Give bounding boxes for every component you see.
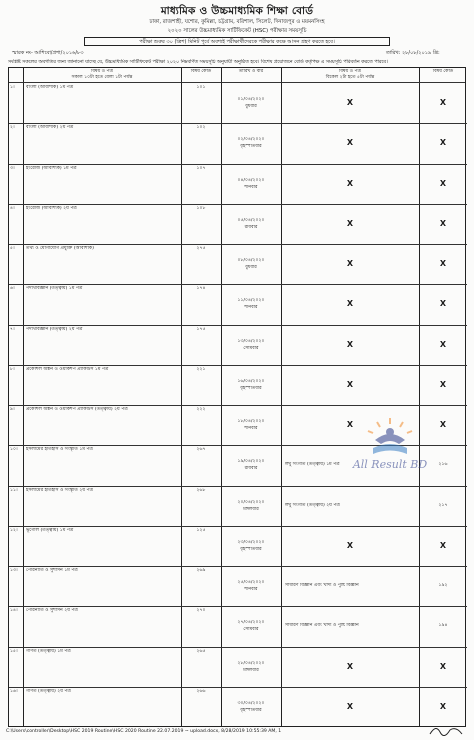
memo-date: তারিখ: ২৮/০৮/২০১৯ খ্রি: (386, 50, 440, 56)
exam-day: শনিবার (244, 184, 258, 190)
morning-subject: প্রকৌশল অঙ্কন ও ওয়ার্কশপ প্র্যাকটিস (তত্ত্বীয়) ২য় পত্র (26, 407, 128, 412)
header-date: তারিখ ও বার (238, 69, 264, 74)
table-row (9, 325, 467, 365)
afternoon-subject: X (346, 259, 354, 269)
schedule-table (8, 67, 466, 727)
row-serial: ১। (10, 85, 15, 90)
table-row (9, 123, 467, 163)
exam-line: ২০২০ সালের উচ্চমাধ্যমিক সার্টিফিকেট (HSC) পরীক্ষার সময়সূচি (167, 28, 307, 34)
subject-code: ২৭৫ (196, 246, 206, 251)
afternoon-subject: X (346, 138, 354, 148)
subject-code: ১০৭ (196, 165, 206, 171)
table-row (9, 606, 467, 646)
morning-subject: ইংরেজি (আবশ্যিক) ২য় পত্র (26, 205, 77, 211)
header-afternoon: বিষয় ও পত্র বিকেল ২টা হতে ৫টা পর্যন্ত (325, 69, 375, 80)
exam-day: সোমবার (243, 627, 259, 633)
table-row (9, 647, 467, 687)
morning-subject: ভূগোল (তত্ত্বীয়) ১ম পত্র (26, 527, 74, 533)
watermark-text: All Result BD (352, 458, 428, 471)
table-row (9, 566, 467, 606)
exam-date: ২৫/০৪/২০২০ (237, 580, 265, 586)
afternoon-subject: লঘু সংগীত (তত্ত্বীয়) ২য় পত্র (285, 502, 340, 508)
morning-subject: ইসলামের ইতিহাস ও সংস্কৃতি ২য় পত্র (26, 487, 93, 493)
subject-code: ১০৮ (196, 205, 206, 211)
morning-subject: গণিত (তত্ত্বীয়) ১ম পত্র (26, 648, 71, 654)
afternoon-code: X (439, 701, 447, 711)
exam-date: ২৩/০৪/২০২০ (237, 539, 265, 545)
subject-code: ১২৫ (196, 527, 206, 533)
signature-icon (428, 722, 464, 738)
exam-date: ০৮/০৪/২০২০ (237, 258, 265, 264)
exam-date: ২০/০৪/২০২০ (237, 499, 265, 505)
afternoon-subject: X (346, 218, 354, 228)
row-serial: ৬। (10, 286, 15, 292)
morning-subject: পদার্থবিজ্ঞান (তত্ত্বীয়) ১ম পত্র (26, 286, 83, 292)
table-row (9, 687, 467, 727)
exam-day: বৃহস্পতিবার (240, 385, 262, 391)
board-title: মাধ্যমিক ও উচ্চমাধ্যমিক শিক্ষা বোর্ড (160, 5, 314, 17)
exam-day: রবিবার (244, 466, 258, 472)
table-row (9, 365, 467, 405)
row-serial: ১০। (10, 447, 18, 453)
morning-subject: গণিত (তত্ত্বীয়) ২য় পত্র (26, 688, 71, 694)
exam-day: বুধবার (245, 104, 257, 110)
exam-date: ১৯/০৪/২০২০ (237, 459, 265, 465)
afternoon-code: X (439, 178, 447, 188)
afternoon-subject: X (346, 98, 354, 108)
exam-day: সোমবার (243, 345, 259, 351)
subject-code: ২২১ (196, 366, 206, 372)
memo-number: স্মারক নং- আশিবো/প্রশা/২০১৬/৮৩ (12, 50, 84, 56)
table-row (9, 526, 467, 566)
afternoon-subject: X (346, 701, 354, 711)
subject-code: ২২২ (196, 407, 206, 412)
row-serial: ৩। (10, 165, 15, 171)
exam-date: ০২/০৪/২০২০ (237, 137, 265, 143)
subject-code: ২৬৬ (196, 688, 206, 694)
subject-code: ২৬৭ (196, 447, 206, 453)
exam-day: বৃহস্পতিবার (240, 546, 262, 552)
morning-subject: পৌরনীতি ও সুশাসন ১ম পত্র (26, 568, 78, 573)
afternoon-code: X (439, 218, 447, 228)
afternoon-code: ২১৭ (438, 502, 448, 508)
afternoon-subject: X (346, 420, 354, 430)
afternoon-code: X (439, 138, 447, 148)
afternoon-subject: লঘু সংগীত (তত্ত্বীয়) ১ম পত্র (285, 462, 340, 468)
afternoon-code: ১৯২ (438, 583, 448, 589)
header-morning: বিষয় ও পত্র সকাল ১০টা হতে বেলা ১টা পর্যন্ত (71, 69, 133, 80)
watermark-logo (335, 414, 445, 484)
afternoon-code: ২১৬ (438, 462, 448, 468)
notice-box: পরীক্ষা শুরুর ৩০ (ত্রিশ) মিনিট পূর্বে অবশ্যই পরীক্ষার্থীদেরকে পরীক্ষার কক্ষে আসন গ্রহণ করতে হবে। (84, 37, 390, 46)
header-code: বিষয় কোড (190, 69, 212, 74)
row-serial: ১৬। (10, 688, 18, 694)
afternoon-code: ১৯৪ (438, 623, 448, 629)
table-row (9, 164, 467, 204)
morning-subject: বাংলা (আবশ্যিক) ১ম পত্র (26, 85, 74, 90)
morning-subject: প্রকৌশল অঙ্কন ও ওয়ার্কশপ প্র্যাকটিস ১ম পত্র (26, 366, 109, 372)
header-code2: বিষয় কোড (432, 69, 454, 74)
table-row (9, 284, 467, 324)
afternoon-code: X (439, 540, 447, 550)
subject-code: ২৬৯ (196, 568, 206, 573)
exam-day: মঙ্গলবার (243, 506, 259, 512)
subject-code: ২৬৮ (196, 487, 206, 493)
afternoon-subject: সাধারণ বিজ্ঞান এবং খাদ্য ও পুষ্টি বিজ্ঞান (285, 583, 359, 589)
exam-date: ২৮/০৪/২০২০ (237, 660, 265, 666)
watermark-figure-icon (335, 414, 445, 460)
table-row (9, 244, 467, 284)
morning-subject: পৌরনীতি ও সুশাসন ২য় পত্র (26, 608, 78, 614)
morning-subject: পদার্থবিজ্ঞান (তত্ত্বীয়) ২য় পত্র (26, 326, 83, 332)
row-serial: ৭। (10, 326, 15, 332)
row-serial: ১২। (10, 527, 18, 533)
exam-date: ১৮/০৪/২০২০ (237, 419, 265, 425)
exam-date: ০৪/০৪/২০২০ (237, 177, 265, 183)
afternoon-subject: X (346, 661, 354, 671)
afternoon-subject: X (346, 299, 354, 309)
exam-day: শনিবার (244, 305, 258, 311)
afternoon-subject: সাধারণ বিজ্ঞান এবং খাদ্য ও পুষ্টি বিজ্ঞান (285, 623, 359, 629)
morning-subject: বাংলা (আবশ্যিক) ২য় পত্র (26, 125, 74, 131)
table-row (9, 486, 467, 526)
morning-subject: তথ্য ও যোগাযোগ প্রযুক্তি (আবশ্যিক) (26, 246, 94, 251)
subject-code: ১৭৪ (196, 286, 206, 292)
afternoon-code: X (439, 420, 447, 430)
afternoon-code: X (439, 661, 447, 671)
exam-day: বৃহস্পতিবার (240, 707, 262, 713)
afternoon-subject: X (346, 178, 354, 188)
exam-date: ০৫/০৪/২০২০ (237, 217, 265, 223)
exam-day: শনিবার (244, 426, 258, 432)
afternoon-code: X (439, 259, 447, 269)
boards-line: ঢাকা, রাজশাহী, যশোর, কুমিল্লা, চট্টগ্রাম, বরিশাল, সিলেট, দিনাজপুর ও ময়মনসিংহ (149, 19, 325, 25)
exam-date: ০১/০৪/২০২০ (237, 97, 265, 103)
morning-subject: ইংরেজি (আবশ্যিক) ১ম পত্র (26, 165, 77, 171)
subject-code: ১০১ (196, 85, 206, 90)
exam-day: রবিবার (244, 224, 258, 230)
row-serial: ১১। (10, 487, 18, 493)
exam-day: বুধবার (245, 265, 257, 271)
subject-code: ১৭৫ (196, 326, 206, 332)
exam-date: ১৩/০৪/২০২০ (237, 338, 265, 344)
row-serial: ৯। (10, 407, 15, 412)
row-serial: ২। (10, 125, 15, 131)
exam-date: ২৭/০৪/২০২০ (237, 620, 265, 626)
exam-date: ১৬/০৪/২০২০ (237, 378, 265, 384)
table-row (9, 83, 467, 123)
table-row (9, 204, 467, 244)
exam-day: মঙ্গলবার (243, 667, 259, 673)
afternoon-code: X (439, 98, 447, 108)
subject-code: ১০২ (196, 125, 206, 131)
row-serial: ৮। (10, 366, 15, 372)
afternoon-subject: X (346, 339, 354, 349)
subject-code: ২৬৫ (196, 648, 206, 654)
row-serial: ১৫। (10, 648, 18, 654)
row-serial: ১৩। (10, 568, 18, 573)
row-serial: ৫। (10, 246, 15, 251)
afternoon-code: X (439, 339, 447, 349)
morning-subject: ইসলামের ইতিহাস ও সংস্কৃতি ১ম পত্র (26, 447, 93, 453)
row-serial: ৪। (10, 205, 15, 211)
exam-day: শনিবার (244, 587, 258, 593)
footer-path: C:\Users\controller\Desktop\HSC 2019 Routine\HSC 2020 Routine 22.07.2019 ~ upload.docx, 8/28/2019 10:55:39 AM, 1 (6, 729, 282, 734)
afternoon-code: X (439, 379, 447, 389)
exam-date: ১১/০৪/২০২০ (237, 298, 265, 304)
afternoon-subject: X (346, 540, 354, 550)
exam-day: বৃহস্পতিবার (240, 144, 262, 150)
exam-date: ৩০/০৪/২০২০ (237, 700, 265, 706)
intro-text: সংশ্লিষ্ট সকলের অবগতির জন্য জানানো যাচ্ছে যে, উচ্চমাধ্যমিক সার্টিফিকেট পরীক্ষা ২০২০ নিম্নবর্ণিত সময়সূচি অনুযায়ী অনুষ্ঠিত হবে। বিশেষ প্রয়োজনে বোর্ড কর্তৃপক্ষ এ সময়সূচি পরিবর্তন করতে পারবে। (8, 60, 388, 65)
subject-code: ২৭০ (196, 608, 206, 614)
row-serial: ১৪। (10, 608, 18, 614)
afternoon-subject: X (346, 379, 354, 389)
afternoon-code: X (439, 299, 447, 309)
